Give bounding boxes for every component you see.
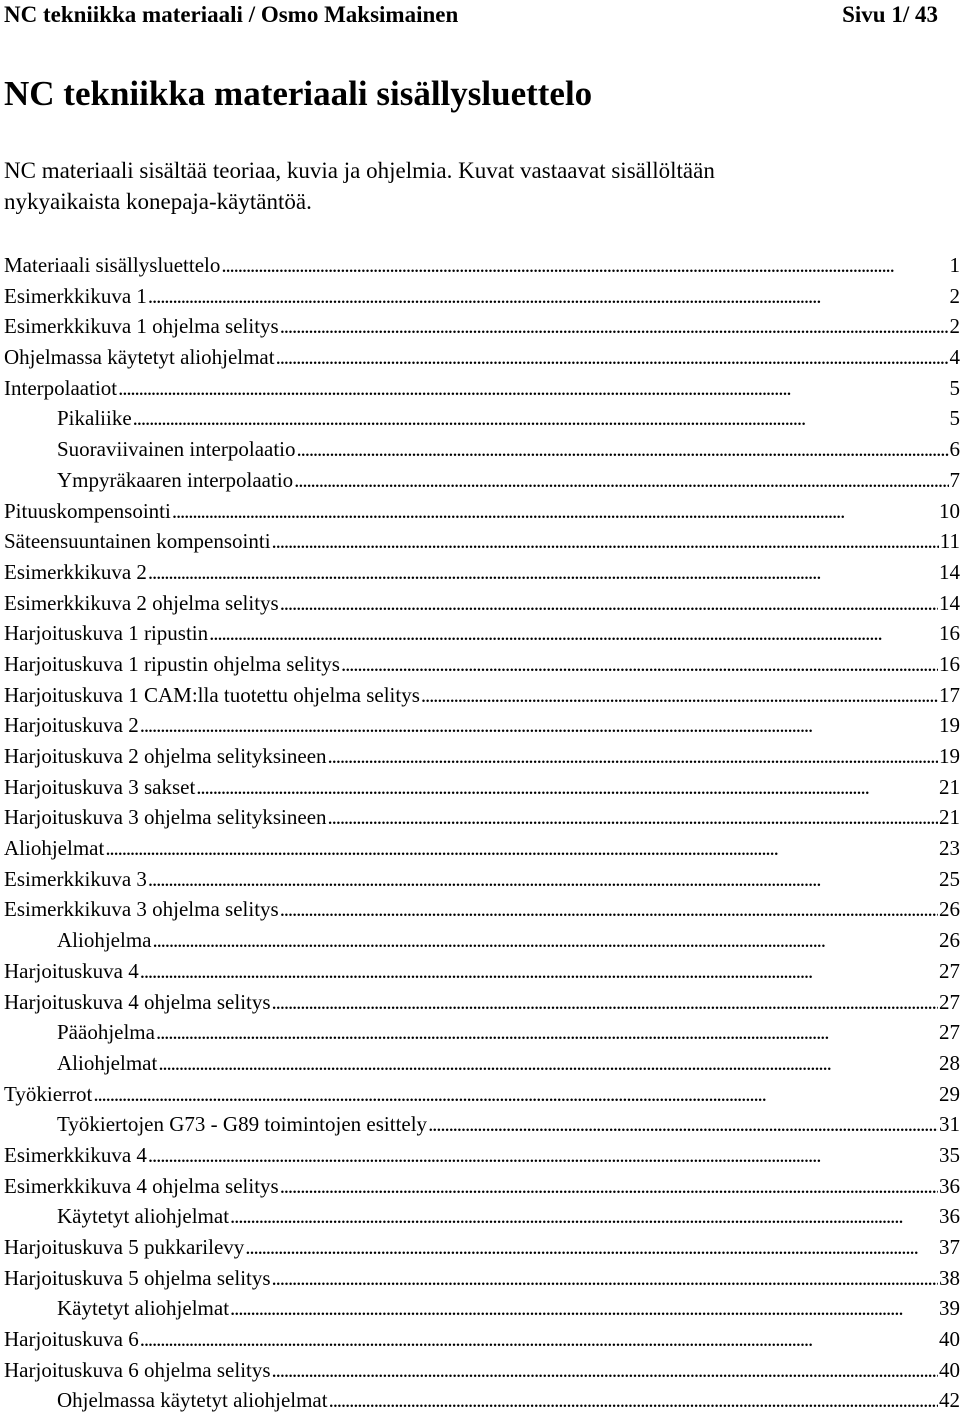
toc-entry[interactable] [4, 987, 960, 1018]
toc-entry[interactable] [4, 1355, 960, 1386]
toc-entry-label: Pituuskompensointi [4, 498, 171, 523]
toc-entry-page-number: 36 [939, 1204, 960, 1229]
toc-entry[interactable] [4, 496, 960, 527]
toc-entry-page-number: 27 [939, 989, 960, 1014]
toc-entry-page-number: 14 [939, 559, 960, 584]
intro-line: NC materiaali sisältää teoriaa, kuvia ja ohjelmia. Kuvat vastaavat sisällöltään [4, 158, 715, 183]
toc-entry-page-number: 21 [939, 774, 960, 799]
toc-dot-leader [230, 1201, 938, 1232]
toc-entry-label: Harjoituskuva 3 ohjelma selityksineen [4, 805, 327, 830]
toc-entry-label: Harjoituskuva 4 [4, 958, 139, 983]
toc-entry-page-number: 19 [939, 744, 960, 768]
toc-entry[interactable] [4, 1140, 960, 1171]
toc-entry-label: Harjoituskuva 1 ripustin ohjelma selitys [4, 651, 340, 676]
toc-dot-leader [148, 281, 949, 312]
toc-entry-page-number: 16 [939, 651, 960, 676]
toc-entry-page-number: 31 [939, 1112, 960, 1137]
toc-entry[interactable] [4, 1048, 960, 1079]
toc-entry-page-number: 7 [949, 467, 960, 492]
toc-entry-page-number: 10 [939, 498, 960, 523]
toc-entry-page-number: 26 [939, 897, 960, 922]
table-of-contents [4, 250, 960, 1416]
toc-entry-page-number: 21 [939, 805, 960, 830]
toc-entry[interactable] [4, 618, 960, 649]
toc-entry[interactable] [4, 403, 960, 434]
toc-dot-leader [280, 311, 949, 342]
toc-entry[interactable] [4, 557, 960, 588]
toc-entry-label: Harjoituskuva 1 ripustin [4, 621, 209, 646]
toc-dot-leader [280, 1171, 938, 1202]
toc-entry-page-number: 42 [939, 1388, 960, 1413]
toc-entry-page-number: 25 [939, 866, 960, 891]
toc-entry[interactable] [4, 1263, 960, 1294]
toc-dot-leader [272, 526, 939, 557]
toc-entry[interactable] [4, 802, 960, 833]
toc-entry-label: Esimerkkikuva 3 [4, 866, 147, 891]
toc-entry-page-number: 16 [939, 621, 960, 646]
toc-entry-page-number: 19 [939, 713, 960, 738]
toc-entry-page-number: 39 [939, 1296, 960, 1321]
toc-dot-leader [156, 1017, 938, 1048]
toc-entry-label: Esimerkkikuva 4 [4, 1142, 147, 1167]
toc-entry-page-number: 5 [949, 406, 960, 431]
toc-dot-leader [148, 557, 938, 588]
toc-entry-page-number: 40 [939, 1327, 960, 1352]
toc-dot-leader [221, 250, 948, 281]
toc-entry-label: Harjoituskuva 5 pukkarilevy [4, 1235, 245, 1259]
toc-entry[interactable] [4, 1079, 960, 1110]
toc-entry-page-number: 4 [949, 345, 960, 370]
toc-entry-page-number: 36 [939, 1173, 960, 1198]
toc-entry-label: Harjoituskuva 1 CAM:lla tuotettu ohjelma selitys [4, 682, 420, 707]
toc-entry[interactable] [4, 588, 960, 619]
toc-dot-leader [152, 925, 938, 956]
toc-dot-leader [280, 588, 938, 619]
toc-dot-leader [172, 496, 938, 527]
toc-entry[interactable] [4, 311, 960, 342]
toc-entry-label: Ohjelmassa käytetyt aliohjelmat [4, 345, 275, 370]
toc-dot-leader [140, 956, 938, 987]
toc-dot-leader [158, 1048, 938, 1079]
toc-entry[interactable] [4, 680, 960, 711]
toc-dot-leader [245, 1232, 938, 1263]
toc-entry-label: Työkiertojen G73 - G89 toimintojen esittely [57, 1112, 428, 1137]
header-page-number: Sivu 1/ 43 [842, 2, 938, 27]
toc-entry-page-number: 14 [939, 590, 960, 615]
toc-entry[interactable] [4, 894, 960, 925]
toc-entry-label: Suoraviivainen interpolaatio [57, 437, 296, 462]
toc-entry-page-number: 40 [939, 1357, 960, 1382]
toc-entry-page-number: 11 [939, 529, 960, 554]
toc-entry-label: Käytetyt aliohjelmat [57, 1296, 230, 1321]
toc-entry[interactable] [4, 250, 960, 281]
toc-dot-leader [272, 1263, 938, 1294]
toc-entry[interactable] [4, 1324, 960, 1355]
toc-entry-label: Ohjelmassa käytetyt aliohjelmat [57, 1388, 328, 1413]
toc-entry[interactable] [4, 1385, 960, 1416]
toc-entry-label: Työkierrot [4, 1081, 93, 1106]
toc-dot-leader [341, 649, 938, 680]
toc-entry-label: Esimerkkikuva 3 ohjelma selitys [4, 897, 279, 922]
toc-dot-leader [297, 434, 949, 465]
toc-entry-page-number: 2 [949, 314, 960, 339]
toc-entry[interactable] [4, 772, 960, 803]
toc-dot-leader [421, 680, 938, 711]
toc-dot-leader [133, 403, 949, 434]
toc-entry-page-number: 5 [949, 375, 960, 400]
toc-entry-label: Interpolaatiot [4, 375, 118, 400]
intro-paragraph [4, 155, 904, 217]
toc-entry[interactable] [4, 1201, 960, 1232]
toc-dot-leader [196, 772, 938, 803]
toc-entry[interactable] [4, 465, 960, 496]
toc-entry[interactable] [4, 1232, 960, 1263]
toc-entry-page-number: 29 [939, 1081, 960, 1106]
toc-entry[interactable] [4, 526, 960, 557]
toc-entry-page-number: 2 [949, 283, 960, 308]
toc-entry-page-number: 6 [949, 437, 960, 462]
toc-entry[interactable] [4, 833, 960, 864]
toc-entry-label: Harjoituskuva 6 ohjelma selitys [4, 1357, 271, 1382]
toc-entry-label: Esimerkkikuva 4 ohjelma selitys [4, 1173, 279, 1198]
toc-dot-leader [230, 1293, 938, 1324]
toc-entry-page-number: 28 [939, 1050, 960, 1075]
toc-entry-label: Aliohjelmat [4, 836, 105, 861]
toc-dot-leader [209, 618, 938, 649]
toc-entry-label: Harjoituskuva 4 ohjelma selitys [4, 989, 271, 1014]
toc-dot-leader [428, 1109, 938, 1140]
toc-dot-leader [93, 1079, 938, 1110]
toc-entry-label: Harjoituskuva 2 [4, 713, 139, 738]
toc-entry-label: Esimerkkikuva 1 ohjelma selitys [4, 314, 279, 339]
toc-entry-label: Harjoituskuva 6 [4, 1327, 139, 1352]
toc-entry[interactable] [4, 1017, 960, 1048]
toc-dot-leader [140, 1324, 938, 1355]
toc-entry[interactable] [4, 1293, 960, 1324]
toc-dot-leader [105, 833, 938, 864]
toc-entry-page-number: 27 [939, 1020, 960, 1045]
toc-dot-leader [280, 894, 938, 925]
toc-entry-page-number: 27 [939, 958, 960, 983]
toc-entry-page-number: 1 [949, 253, 960, 277]
toc-entry-page-number: 38 [939, 1265, 960, 1290]
toc-entry-label: Esimerkkikuva 1 [4, 283, 147, 308]
toc-dot-leader [148, 1140, 938, 1171]
toc-dot-leader [294, 465, 948, 496]
toc-entry[interactable] [4, 1109, 960, 1140]
toc-entry-label: Esimerkkikuva 2 ohjelma selitys [4, 590, 279, 615]
toc-entry[interactable] [4, 1171, 960, 1202]
toc-dot-leader [276, 342, 949, 373]
toc-entry-label: Säteensuuntainen kompensointi [4, 529, 271, 554]
toc-entry[interactable] [4, 434, 960, 465]
toc-dot-leader [328, 741, 938, 772]
toc-dot-leader [272, 987, 938, 1018]
toc-entry[interactable] [4, 342, 960, 373]
toc-entry-label: Ympyräkaaren interpolaatio [57, 467, 294, 492]
intro-line: nykyaikaista konepaja-käytäntöä. [4, 189, 312, 214]
toc-entry-label: Materiaali sisällysluettelo [4, 253, 221, 277]
toc-entry[interactable] [4, 373, 960, 404]
toc-entry-label: Pikaliike [57, 406, 132, 431]
toc-dot-leader [148, 864, 938, 895]
toc-entry-page-number: 17 [939, 682, 960, 707]
toc-entry-label: Käytetyt aliohjelmat [57, 1204, 230, 1229]
toc-entry-label: Esimerkkikuva 2 [4, 559, 147, 584]
toc-dot-leader [272, 1355, 938, 1386]
toc-entry[interactable] [4, 281, 960, 312]
page-header [4, 0, 938, 30]
toc-entry-label: Aliohjelma [57, 928, 152, 953]
toc-entry[interactable] [4, 864, 960, 895]
toc-entry-label: Harjoituskuva 3 sakset [4, 774, 196, 799]
toc-dot-leader [140, 710, 938, 741]
toc-entry[interactable] [4, 741, 960, 772]
toc-entry-label: Pääohjelma [57, 1020, 155, 1045]
toc-dot-leader [329, 1385, 938, 1416]
toc-entry[interactable] [4, 710, 960, 741]
toc-dot-leader [118, 373, 948, 404]
toc-entry[interactable] [4, 649, 960, 680]
toc-entry-label: Harjoituskuva 2 ohjelma selityksineen [4, 744, 327, 768]
toc-entry-page-number: 26 [939, 928, 960, 953]
toc-dot-leader [328, 802, 938, 833]
toc-entry-page-number: 35 [939, 1142, 960, 1167]
header-document-title: NC tekniikka materiaali / Osmo Maksimainen [4, 2, 459, 27]
toc-entry-label: Harjoituskuva 5 ohjelma selitys [4, 1265, 271, 1290]
toc-entry-label: Aliohjelmat [57, 1050, 158, 1075]
toc-entry[interactable] [4, 956, 960, 987]
page-title: NC tekniikka materiaali sisällysluettelo [4, 74, 593, 113]
toc-entry-page-number: 37 [939, 1235, 960, 1259]
toc-entry-page-number: 23 [939, 836, 960, 861]
toc-entry[interactable] [4, 925, 960, 956]
